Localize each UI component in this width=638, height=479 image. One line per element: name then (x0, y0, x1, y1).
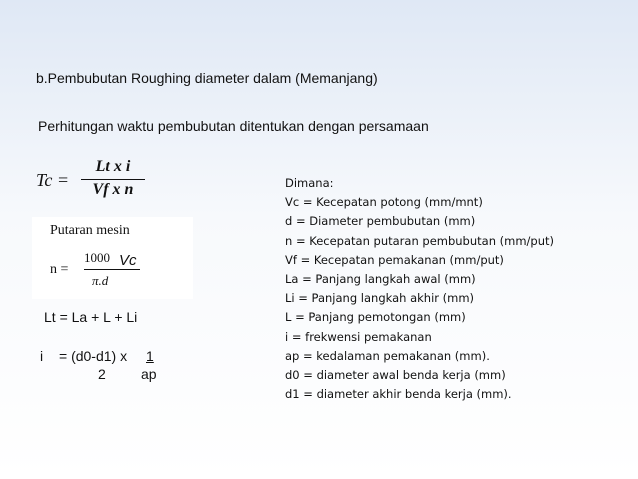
legend-line: La = Panjang langkah awal (mm) (285, 272, 476, 287)
spindle-speed-numerator: 1000 (84, 250, 110, 265)
i-formula-two: 2 (98, 366, 106, 382)
i-formula-eq: = (d0-d1) x (59, 348, 128, 364)
variable-legend (285, 174, 554, 404)
tc-formula (36, 158, 146, 202)
legend-line: n = Kecepatan putaran pembubutan (mm/put) (285, 233, 554, 248)
slide-heading: b.Pembubutan Roughing diameter dalam (Memanjang) (36, 70, 378, 86)
i-formula-one: 1 (146, 348, 154, 364)
spindle-speed-title: Putaran mesin (50, 223, 130, 238)
legend-line: d0 = diameter awal benda kerja (mm) (285, 368, 506, 383)
legend-line: d = Diameter pembubutan (mm) (285, 214, 476, 229)
i-formula-ap: ap (141, 366, 157, 382)
spindle-speed-fraction-bar (84, 269, 140, 270)
legend-line: Dimana: (285, 176, 334, 190)
spindle-speed-formula (32, 217, 193, 299)
legend-line: Li = Panjang langkah akhir (mm) (285, 291, 475, 306)
lt-formula: Lt = La + L + Li (44, 309, 138, 325)
spindle-speed-vc: Vc (119, 252, 137, 269)
spindle-speed-denominator: π.d (92, 273, 109, 288)
spindle-speed-lhs: n = (50, 262, 69, 277)
legend-line: i = frekwensi pemakanan (285, 329, 432, 344)
legend-line: Vc = Kecepatan potong (mm/mnt) (285, 195, 483, 210)
i-formula (40, 348, 180, 388)
intro-text: Perhitungan waktu pembubutan ditentukan dengan persamaan (38, 118, 429, 134)
legend-line: L = Panjang pemotongan (mm) (285, 310, 466, 325)
legend-line: d1 = diameter akhir benda kerja (mm). (285, 387, 512, 402)
i-formula-lhs: i (40, 348, 44, 364)
legend-line: ap = kedalaman pemakanan (mm). (285, 348, 490, 363)
tc-formula-numerator: Lt x i (95, 158, 131, 175)
tc-fraction-bar (81, 179, 145, 180)
legend-line: Vf = Kecepatan pemakanan (mm/put) (285, 252, 504, 267)
tc-formula-lhs: Tc = (36, 170, 69, 190)
tc-formula-denominator: Vf x n (92, 181, 134, 198)
